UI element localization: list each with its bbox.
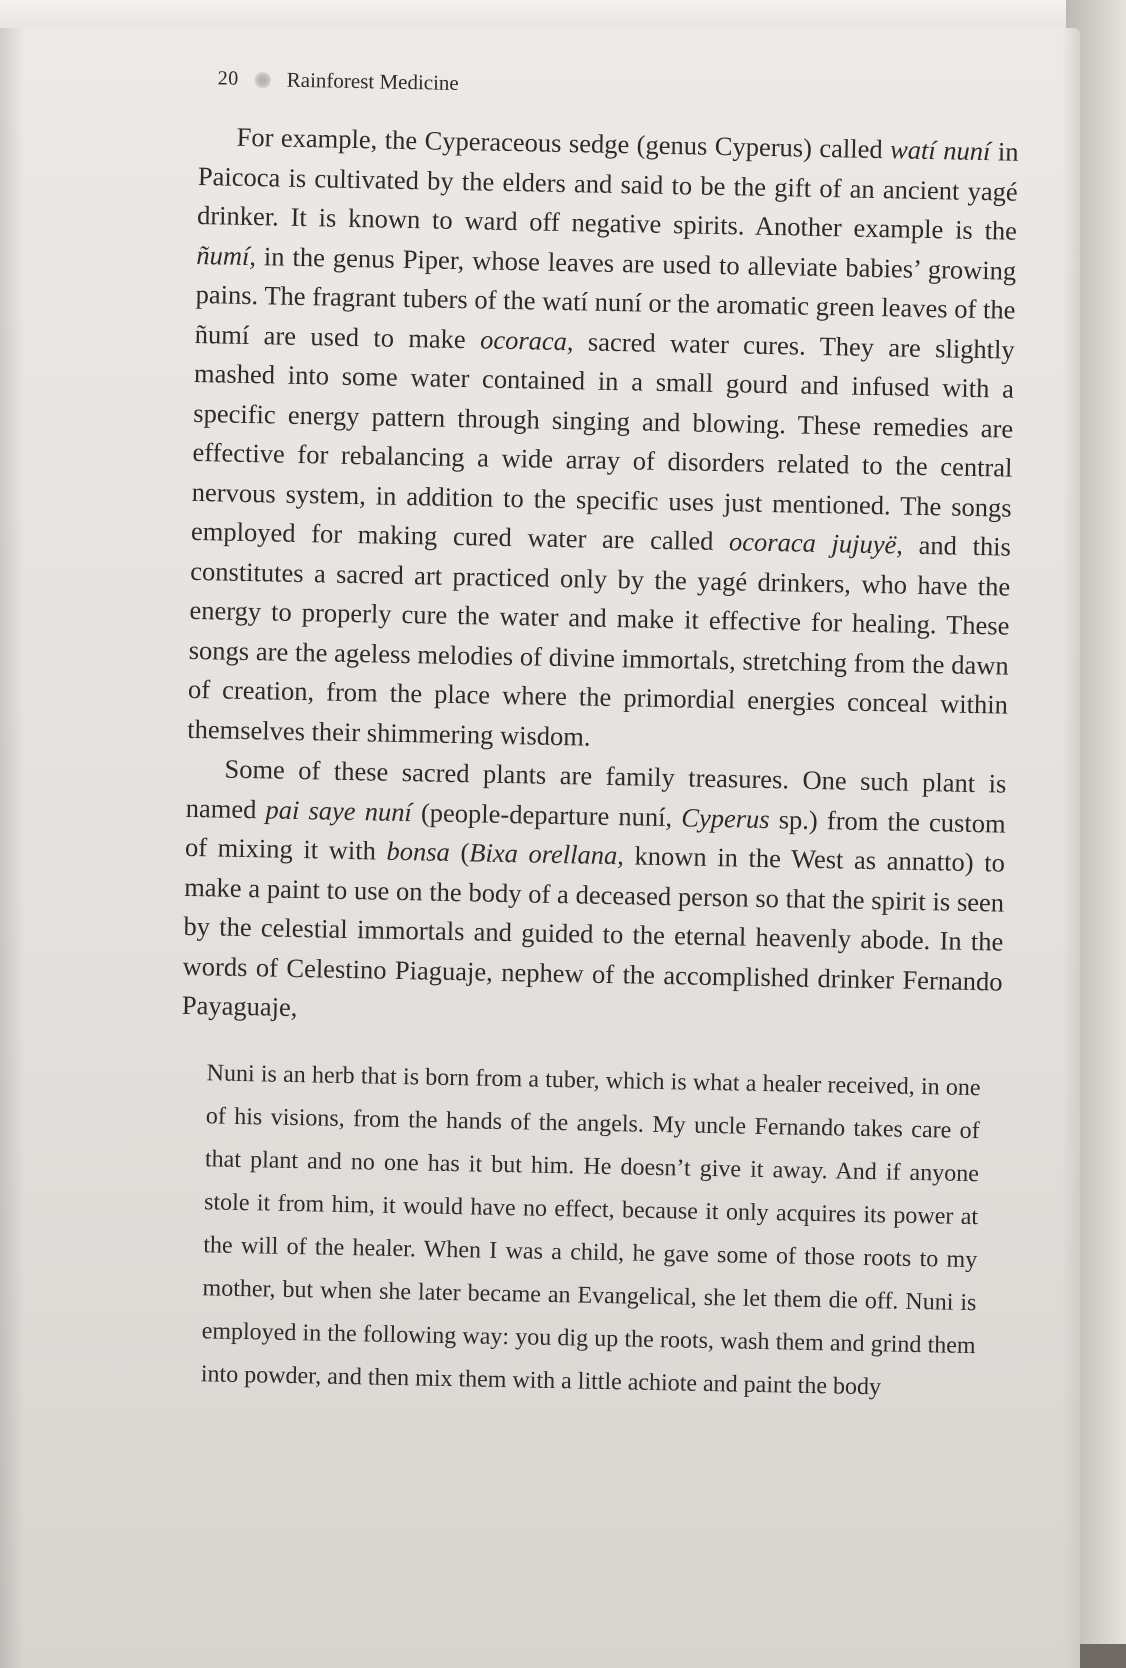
text-run: sacred water cures. They are slightly mashed into some water contained in a small gourd and infused with a specific energy pattern through singing and blowing. These remedies are effective for rebalancing a wide array of disorders related to the central nervous system, in addition to the specific uses just mentioned. The songs employed for making cured water are called bbox=[190, 325, 1016, 557]
page-gutter-shadow bbox=[0, 28, 24, 1668]
italic-term: ocoraca, bbox=[479, 323, 574, 356]
italic-term: ñumí, bbox=[196, 239, 257, 271]
text-run: (people-departure nuní, bbox=[411, 796, 682, 832]
italic-term: Bixa orellana, bbox=[469, 837, 625, 871]
paragraph-2 bbox=[182, 749, 1007, 1041]
text-run: For example, the Cyperaceous sedge (genus Cyperus) called bbox=[236, 121, 891, 165]
text-run: in Paicoca is cultivated by the elders and said to be the gift of an ancient yagé drinker. It is known to ward off negative spirits. Another example is the bbox=[196, 136, 1019, 246]
text-run: in the genus Piper, whose leaves are used to alleviate babies’ growing pains. The fragrant tubers of the watí nuní or the aromatic green leaves of the ñumí are used to make bbox=[194, 240, 1017, 354]
running-head bbox=[218, 66, 1020, 106]
book-page bbox=[0, 28, 1080, 1668]
block-quote: Nuni is an herb that is born from a tuber, which is what a healer received, in one of his visions, from the hands of the angels. My uncle Fernando takes care of that plant and no one has it but him. He doesn’t give it away. And if anyone stole it from him, it would have no effect, because it only acquires its power at the will of the healer. When I was a child, he gave some of those roots to my mother, but when she later became an Evangelical, she let them die off. Nuni is employed in the following way: you dig up the roots, wash them and grind them into powder, and then mix them with a little achiote and paint the body bbox=[200, 1059, 981, 1400]
text-run: Some of these sacred plants are family treasures. One such plant is named bbox=[185, 753, 1007, 824]
italic-term: ocoraca jujuyë, bbox=[728, 526, 904, 560]
page-edge bbox=[1062, 28, 1080, 1668]
italic-term: Cyperus bbox=[681, 801, 770, 834]
text-block bbox=[174, 66, 1019, 1411]
text-run: known in the West as annatto) to make a paint to use on the body of a deceased person so that the spirit is seen by the celestial immortals and guided to the eternal heavenly abode. In the words of Celestino Piaguaje, nephew of the accomplished drinker Fernando Payaguaje, bbox=[181, 840, 1006, 1023]
italic-term: watí nuní bbox=[889, 134, 991, 167]
italic-term: pai saye nuní bbox=[265, 793, 413, 827]
text-run: sp.) from the custom of mixing it with bbox=[184, 803, 1006, 866]
ornament-icon bbox=[255, 72, 271, 88]
text-run: and this constitutes a sacred art practiced only by the yagé drinkers, who have the energy to properly cure the water and make it effective for healing. These songs are the ageless melodies of divine immortals, stretching from the dawn of creation, from the place where the primordial energies conceal within themselves their shimmering wisdom. bbox=[186, 529, 1012, 752]
paragraph-1 bbox=[187, 117, 1019, 765]
book-title: Rainforest Medicine bbox=[286, 67, 459, 95]
italic-term: bonsa bbox=[386, 835, 451, 867]
page-number: 20 bbox=[217, 67, 239, 90]
text-run: ( bbox=[449, 836, 470, 868]
